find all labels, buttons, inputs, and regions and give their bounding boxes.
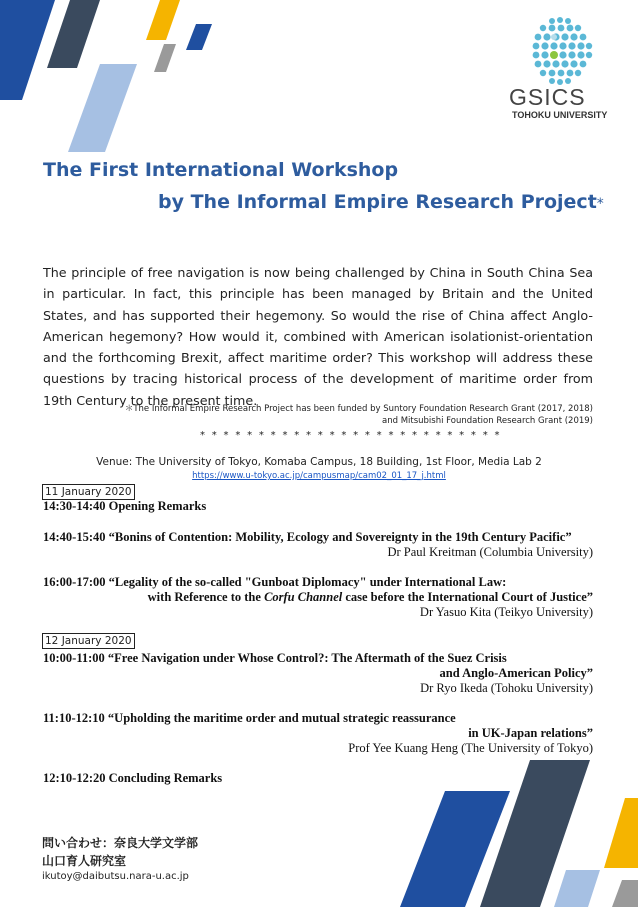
stripe-yellow-top (146, 0, 180, 40)
funding-note-line-1: ＊The Informal Empire Research Project has been funded by Suntory Foundation Research Grant (2017, 2018) (124, 404, 593, 414)
day1-session2-speaker: Dr Paul Kreitman (Columbia University) (387, 545, 593, 559)
day1-session3-line2-italic: Corfu Channel (264, 590, 343, 604)
title-line-2 (158, 191, 604, 213)
stripe-gray-top (154, 44, 176, 72)
venue-map-link[interactable]: https://www.u-tokyo.ac.jp/campusmap/cam02_01_17_j.html (192, 471, 446, 481)
day1-session3-line2-b: case before the International Court of Justice” (342, 590, 593, 604)
day1-session2-title: 14:40-15:40 “Bonins of Contention: Mobility, Ecology and Sovereignty in the 19th Century Pacific” (43, 530, 572, 544)
day1-session3-speaker: Dr Yasuo Kita (Teikyo University) (419, 605, 593, 619)
day2-session1-title-line1: 10:00-11:00 “Free Navigation under Whose Control?: The Aftermath of the Suez Crisis (43, 651, 507, 665)
day2-session2-speaker: Prof Yee Kuang Heng (The University of Tokyo) (348, 741, 593, 755)
day2-session1-title-line2: and Anglo-American Policy” (439, 666, 593, 680)
logo-name: GSICS (509, 84, 586, 110)
star-separator: * * * * * * * * * * * * * * * * * * * * * * * * * * (200, 430, 502, 441)
abstract-paragraph: The principle of free navigation is now being challenged by China in South China Sea in particular. In fact, this principle has been managed by Britain and the United States, and has supported their hegemony. So would the rise of China affect Anglo-American hegemony? How would it, combined with American isolationist-orientation and the forthcoming Brexit, affect maritime order? This workshop will address these questions by tracing historical process of the development of maritime order from 19th Century to the present time. (43, 265, 593, 408)
stripe-navy-top (0, 0, 55, 100)
day2-concluding-remarks: 12:10-12:20 Concluding Remarks (43, 771, 223, 785)
day2-date: 12 January 2020 (42, 633, 135, 649)
day1-session3-title-line1: 16:00-17:00 “Legality of the so-called "Gunboat Diplomacy" under International Law: (43, 575, 507, 589)
logo-subtitle: TOHOKU UNIVERSITY (512, 110, 608, 120)
contact-email[interactable]: ikutoy@daibutsu.nara-u.ac.jp (42, 871, 189, 882)
day1-session3-title-line2 (148, 590, 593, 605)
contact-line-1: 問い合わせ：奈良大学文学部 (42, 836, 199, 850)
funding-note-line-2: and Mitsubishi Foundation Research Grant (2019) (382, 416, 593, 426)
stripe-dark-top (47, 0, 100, 68)
day1-date: 11 January 2020 (42, 484, 135, 500)
day2-session1-speaker: Dr Ryo Ikeda (Tohoku University) (420, 681, 593, 695)
title-line-2-text: by The Informal Empire Research Project (158, 191, 597, 213)
title-footnote-mark: * (596, 196, 604, 212)
stripe-light-top (68, 64, 137, 152)
day2-session2-title-line1: 11:10-12:10 “Upholding the maritime order and mutual strategic reassurance (43, 711, 456, 725)
stripe-yellow-bottom (604, 798, 638, 868)
stripe-navy-small-top (186, 24, 212, 50)
day1-opening-remarks: 14:30-14:40 Opening Remarks (43, 499, 207, 513)
venue-text: Venue: The University of Tokyo, Komaba Campus, 18 Building, 1st Floor, Media Lab 2 (96, 456, 542, 468)
day2-session2-title-line2: in UK-Japan relations” (468, 726, 593, 740)
day1-session3-line2-a: with Reference to the (147, 590, 265, 604)
title-line-1: The First International Workshop (43, 159, 399, 181)
stripe-gray-bottom (612, 880, 638, 907)
contact-line-2: 山口育人研究室 (42, 854, 127, 868)
stripe-light-bottom (554, 870, 600, 907)
